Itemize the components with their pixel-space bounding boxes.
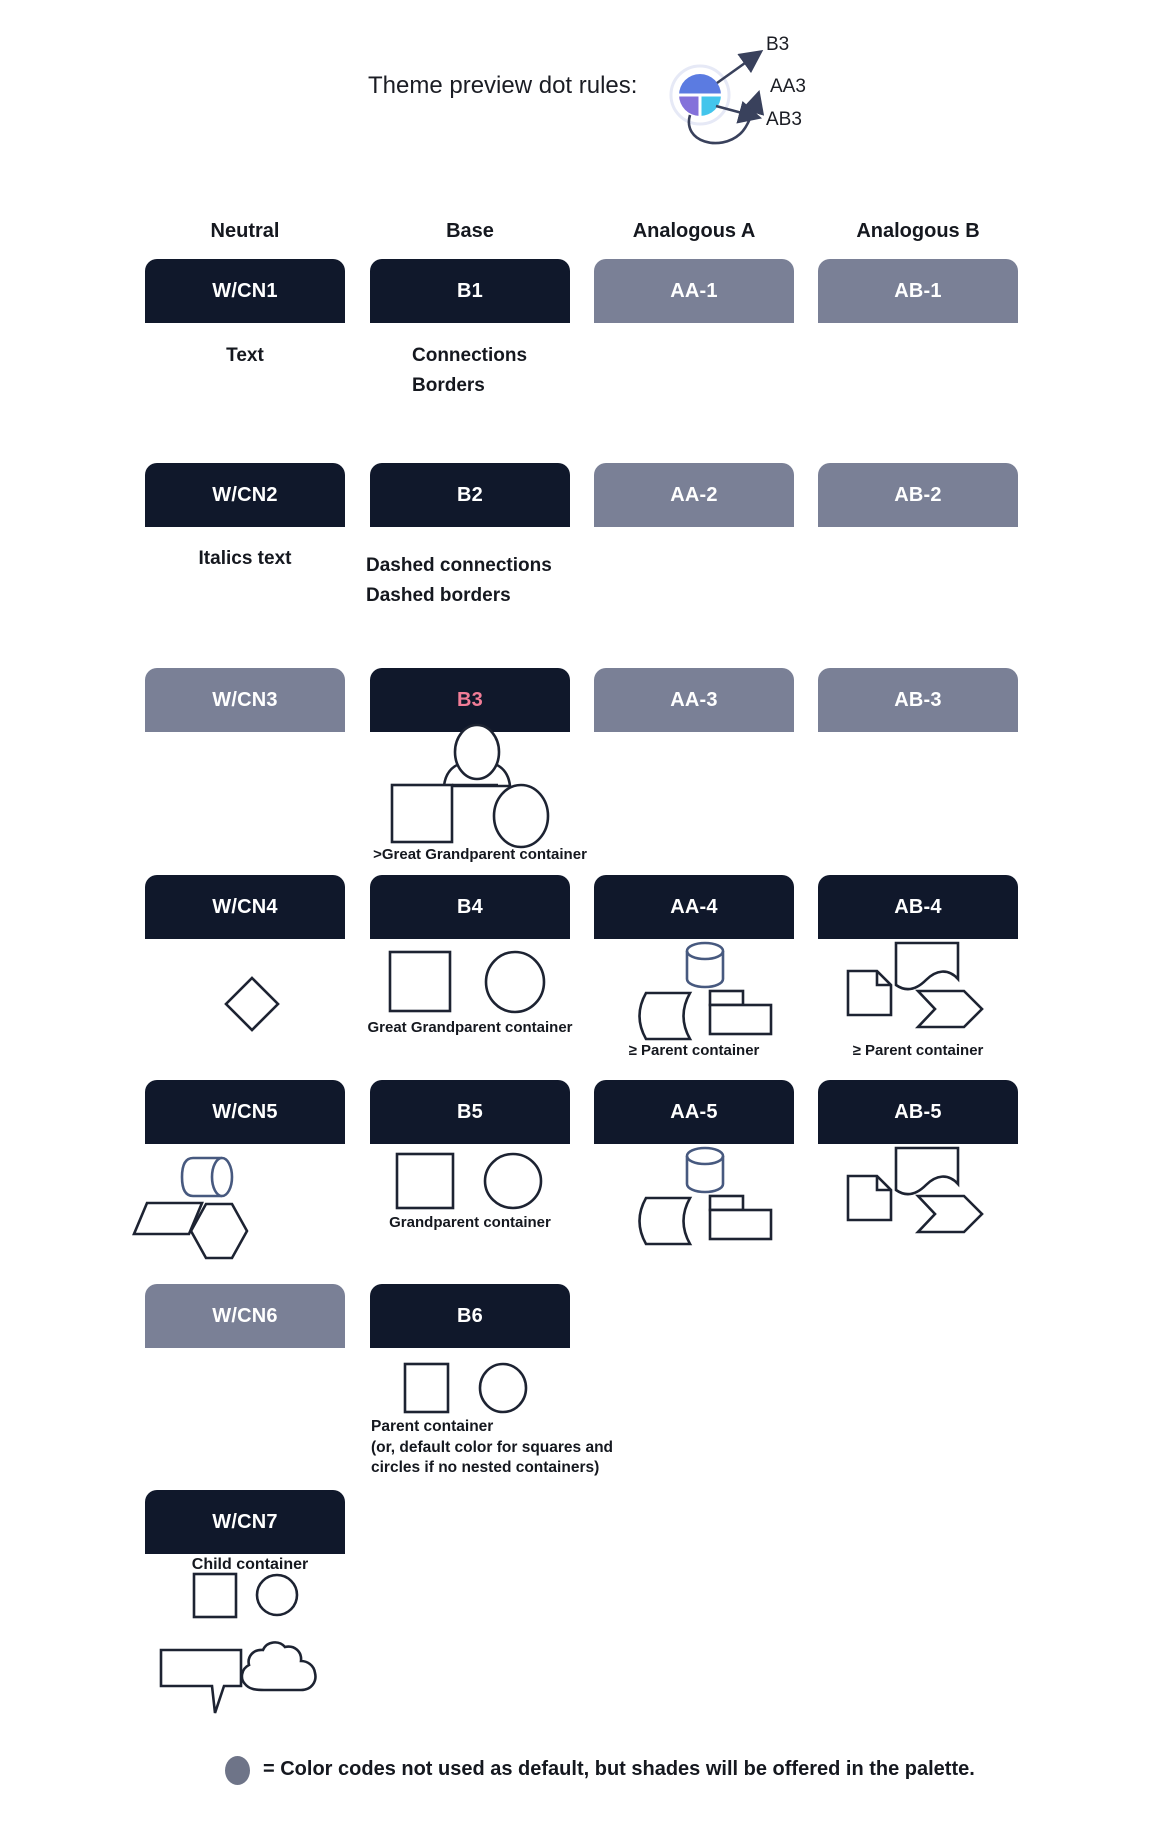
note-text: Text <box>226 345 264 366</box>
note-connections: Connections <box>412 345 528 366</box>
b4-shapes <box>370 945 570 1020</box>
dot-segment-analogous-a-icon <box>679 95 700 116</box>
caption-parent-line1: Parent container <box>371 1418 494 1435</box>
swatch-wcn2-label: W/CN2 <box>212 483 278 506</box>
cylinder-top-icon <box>687 943 723 959</box>
swatch-aa2 <box>594 463 794 527</box>
column-header-analogous-a: Analogous A <box>632 220 756 242</box>
swatch-aa2-label: AA-2 <box>670 483 718 506</box>
note-borders: Borders <box>412 375 485 396</box>
swatch-wcn5-label: W/CN5 <box>212 1100 278 1123</box>
swatch-aa4-label: AA-4 <box>670 895 718 918</box>
swatch-b5-label: B5 <box>457 1100 483 1123</box>
dot-label-b3: B3 <box>766 34 790 55</box>
swatch-wcn4-label: W/CN4 <box>212 895 278 918</box>
page-shape-icon <box>848 1176 891 1220</box>
swatch-wcn7-label: W/CN7 <box>212 1510 278 1533</box>
h-cylinder-end-icon <box>212 1158 232 1196</box>
cloud-shape-icon <box>242 1642 315 1690</box>
b5-shapes <box>370 1148 570 1218</box>
square-shape-icon <box>392 785 452 842</box>
circle-shape-icon <box>257 1575 297 1615</box>
swatch-b6-label: B6 <box>457 1304 483 1327</box>
great-grandparent-person-shapes <box>370 712 570 852</box>
swatch-ab2-label: AB-2 <box>894 483 942 506</box>
legend-dot-icon <box>225 1756 250 1785</box>
square-shape-icon <box>194 1574 236 1617</box>
swatch-wcn2 <box>145 463 345 527</box>
swatch-b4 <box>370 875 570 939</box>
square-shape-icon <box>405 1364 448 1412</box>
caption-great-grandparent: Great Grandparent container <box>367 1019 573 1036</box>
arrow-to-b3 <box>717 53 759 83</box>
wave-document-shape-icon <box>896 943 958 989</box>
swatch-b5 <box>370 1080 570 1144</box>
aa5-shapes <box>594 1140 794 1245</box>
swatch-wcn1 <box>145 259 345 323</box>
folder-tab-icon <box>710 1196 743 1210</box>
note-italics-text: Italics text <box>198 548 292 569</box>
speech-bubble-shape-icon <box>161 1650 241 1713</box>
chevron-shape-icon <box>918 991 982 1027</box>
page-title: Theme preview dot rules: <box>368 72 638 99</box>
column-header-base: Base <box>446 220 494 242</box>
swatch-wcn4 <box>145 875 345 939</box>
wave-document-shape-icon <box>896 1148 958 1194</box>
swatch-wcn3 <box>145 668 345 732</box>
swatch-wcn1-label: W/CN1 <box>212 279 278 302</box>
b6-shapes <box>370 1358 570 1420</box>
swatch-aa1 <box>594 259 794 323</box>
swatch-ab1 <box>818 259 1018 323</box>
swatch-aa5 <box>594 1080 794 1144</box>
swatch-aa3-label: AA-3 <box>670 688 718 711</box>
stored-data-shape-icon <box>640 993 691 1039</box>
swatch-ab5-label: AB-5 <box>894 1100 942 1123</box>
swatch-wcn5 <box>145 1080 345 1144</box>
dot-segment-base-icon <box>679 74 721 95</box>
caption-gte-parent-ab: ≥ Parent container <box>852 1042 984 1059</box>
caption-grandparent: Grandparent container <box>389 1214 551 1231</box>
folder-body-icon <box>710 1005 771 1034</box>
wcn5-shapes <box>125 1150 325 1265</box>
note-dashed-borders: Dashed borders <box>366 585 511 606</box>
swatch-b3-label: B3 <box>457 688 483 711</box>
ab5-shapes <box>818 1140 1018 1245</box>
column-header-neutral: Neutral <box>210 220 280 242</box>
swatch-ab5 <box>818 1080 1018 1144</box>
theme-preview-dot-figure <box>640 20 820 170</box>
folder-tab-icon <box>710 991 743 1005</box>
stored-data-shape-icon <box>640 1198 691 1244</box>
swatch-b2-label: B2 <box>457 483 483 506</box>
swatch-aa1-label: AA-1 <box>670 279 718 302</box>
dot-label-aa3: AA3 <box>770 76 806 97</box>
swatch-aa4 <box>594 875 794 939</box>
caption-parent-line2: (or, default color for squares and <box>371 1438 614 1456</box>
swatch-ab3 <box>818 668 1018 732</box>
circle-shape-icon <box>486 952 544 1012</box>
swatch-aa5-label: AA-5 <box>670 1100 718 1123</box>
note-connections-borders <box>412 341 527 401</box>
swatch-b1 <box>370 259 570 323</box>
swatch-b4-label: B4 <box>457 895 483 918</box>
caption-gte-parent-aa: ≥ Parent container <box>628 1042 760 1059</box>
swatch-wcn6-label: W/CN6 <box>212 1304 278 1327</box>
swatch-ab4 <box>818 875 1018 939</box>
circle-shape-icon <box>485 1154 541 1208</box>
ab4-shapes <box>818 935 1018 1040</box>
swatch-ab1-label: AB-1 <box>894 279 942 302</box>
person-head-icon <box>455 725 499 779</box>
swatch-ab2 <box>818 463 1018 527</box>
swatch-wcn3-label: W/CN3 <box>212 688 278 711</box>
caption-parent-line3: circles if no nested containers) <box>371 1459 600 1476</box>
wcn7-shapes <box>125 1562 345 1722</box>
square-shape-icon <box>390 952 450 1011</box>
diamond-shape-icon <box>226 978 278 1030</box>
page-shape-icon <box>848 971 891 1015</box>
note-dashed <box>366 551 552 611</box>
aa4-shapes <box>594 935 794 1040</box>
swatch-b2 <box>370 463 570 527</box>
caption-child: Child container <box>191 1556 309 1573</box>
column-header-analogous-b: Analogous B <box>856 220 980 242</box>
circle-shape-icon <box>480 1364 526 1412</box>
swatch-wcn7 <box>145 1490 345 1554</box>
legend-text: = Color codes not used as default, but shades will be offered in the palette. <box>263 1758 975 1780</box>
wcn4-shapes <box>145 975 345 1040</box>
swatch-wcn6 <box>145 1284 345 1348</box>
swatch-ab3-label: AB-3 <box>894 688 942 711</box>
note-dashed-connections: Dashed connections <box>366 555 552 576</box>
square-shape-icon <box>397 1154 453 1208</box>
folder-body-icon <box>710 1210 771 1239</box>
caption-parent <box>371 1417 613 1479</box>
swatch-b1-label: B1 <box>457 279 483 302</box>
chevron-shape-icon <box>918 1196 982 1232</box>
swatch-aa3 <box>594 668 794 732</box>
caption-gt-great-grandparent: >Great Grandparent container <box>373 846 587 863</box>
swatch-b6 <box>370 1284 570 1348</box>
circle-shape-icon <box>494 785 548 847</box>
swatch-ab4-label: AB-4 <box>894 895 942 918</box>
cylinder-top-icon <box>687 1148 723 1164</box>
dot-label-ab3: AB3 <box>766 109 802 130</box>
